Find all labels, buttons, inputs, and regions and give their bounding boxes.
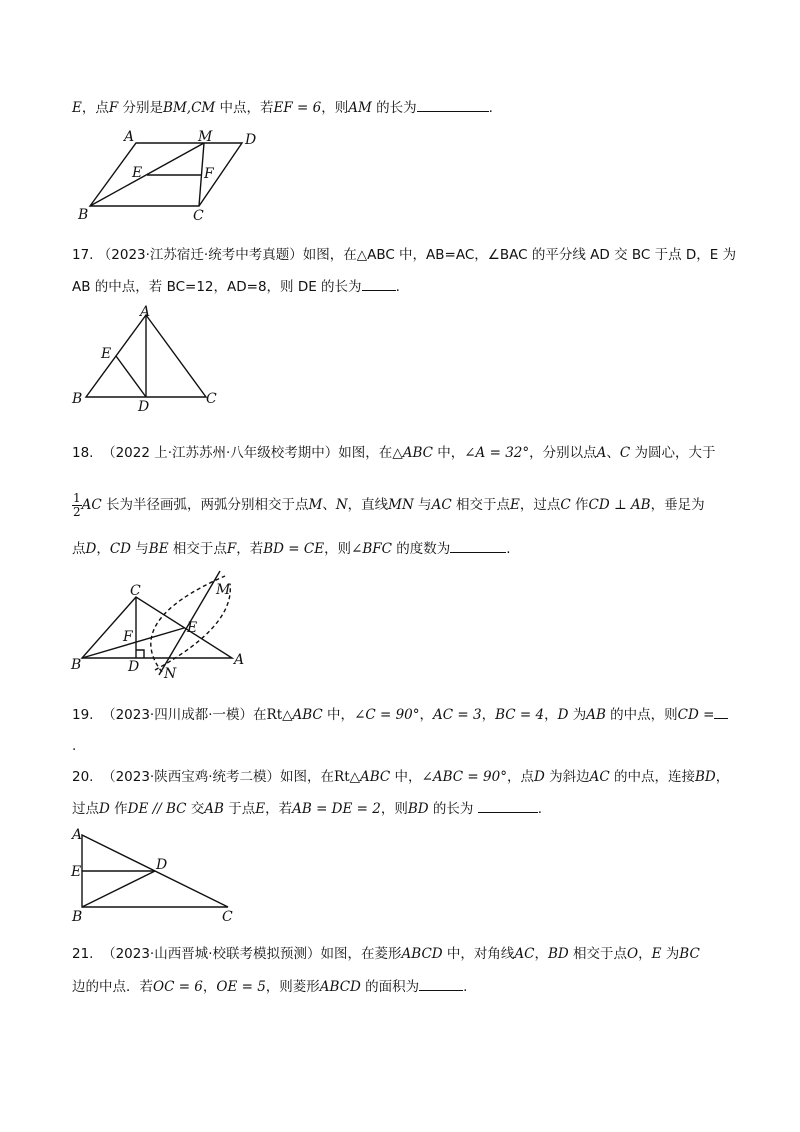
q19-seg-ab: AB <box>586 707 606 723</box>
q19-triangle: △ABC <box>282 707 323 723</box>
q20-angle-abc: ∠ABC = 90° <box>421 769 507 785</box>
q17-line1 <box>72 245 736 265</box>
q17-label-a: A <box>140 304 151 320</box>
q20-label-d: D <box>156 857 168 873</box>
q18-angle-a: ∠A = 32° <box>464 445 530 461</box>
q19-text: 的中点，则 <box>605 707 678 723</box>
q18-text: ，分别以点 <box>529 445 597 461</box>
q21-text: 中，对角线 <box>442 946 515 962</box>
q16-end: . <box>488 100 493 116</box>
q17-line2 <box>72 276 400 297</box>
q21-number: 21. <box>72 946 94 962</box>
q18-triangle-abc <box>82 597 232 658</box>
q20-text: 为斜边 <box>544 769 590 785</box>
q20-text: 交 <box>186 801 205 817</box>
q20-text: 的中点，连接 <box>609 769 695 785</box>
q18-seg-cd: CD <box>109 541 131 557</box>
q20-parallel: DE // BC <box>127 801 187 817</box>
q16-segments: BM,CM <box>163 100 216 116</box>
q20-text: （2023·陕西宝鸡·统考二模）如图，在 <box>102 769 335 785</box>
q19-ac: AC = 3 <box>433 707 482 723</box>
q18-text: ，则 <box>324 541 352 557</box>
q18-label-f: F <box>123 629 133 645</box>
q18-point-e: E <box>510 497 520 513</box>
q21-text: ，则菱形 <box>265 979 320 995</box>
q20-end: . <box>537 801 542 817</box>
q18-end: . <box>506 541 511 557</box>
q21-text: ， <box>202 979 217 995</box>
q18-label-e: E <box>187 620 198 636</box>
q18-figure <box>70 566 250 681</box>
q18-text: 为圆心，大于 <box>630 445 716 461</box>
q18-text: ，垂足为 <box>650 497 705 513</box>
q18-text: 与 <box>130 541 149 557</box>
q21-oc: OC = 6 <box>153 979 203 995</box>
q18-text: 相交于点 <box>168 541 227 557</box>
q17-label-e: E <box>101 346 112 362</box>
q16-label-e: E <box>132 165 143 181</box>
q16-label-a: A <box>124 129 135 145</box>
q20-text: 作 <box>109 801 128 817</box>
q18-text: 点 <box>72 541 86 557</box>
q18-point-f: F <box>226 541 237 557</box>
q17-label-c: C <box>206 391 217 407</box>
q18-seg-ac: AC <box>81 497 102 513</box>
q18-answer-blank[interactable] <box>450 538 506 553</box>
q16-text-part: 分别是 <box>118 100 164 116</box>
q16-label-b: B <box>78 207 89 223</box>
q19-line2 <box>72 736 76 756</box>
q18-text: 、 <box>322 497 336 513</box>
q18-text: 长为半径画弧，两弧分别相交于点 <box>101 497 309 513</box>
q20-label-e: E <box>71 864 82 880</box>
q20-number: 20. <box>72 769 94 785</box>
q19-text: ， <box>544 707 558 723</box>
q18-text: 中， <box>432 445 465 461</box>
q21-text: 边的中点．若 <box>72 979 153 995</box>
q17-text: 17. （2023·江苏宿迁·统考中考真题）如图，在△ABC 中，AB=AC，∠BAC 的平分线 AD 交 BC 于点 D，E 为 <box>72 247 737 263</box>
q18-text: 与 <box>413 497 432 513</box>
q18-label-m: M <box>216 582 231 598</box>
q20-seg-bd: BD <box>694 769 716 785</box>
q19-number: 19. <box>72 707 94 723</box>
q19-ask: CD = <box>677 707 715 723</box>
q16-label-d: D <box>245 132 257 148</box>
q19-text: 为 <box>568 707 587 723</box>
q16-text-part: ，点 <box>81 100 109 116</box>
q21-answer-blank[interactable] <box>419 976 463 991</box>
q19-bc: BC = 4 <box>495 707 545 723</box>
q18-label-d: D <box>128 659 140 675</box>
q18-label-b: B <box>71 657 82 673</box>
q18-fraction-den: 2 <box>73 504 81 519</box>
q20-text: 中， <box>390 769 422 785</box>
q20-seg-bd: BD <box>407 801 429 817</box>
q18-text: 、 <box>606 445 620 461</box>
q17-label-b: B <box>72 391 83 407</box>
q21-seg-bc: BC <box>679 946 700 962</box>
q16-text-part: 的长为 <box>371 100 417 116</box>
q18-text: 相交于点 <box>451 497 510 513</box>
q19-point-d: D <box>557 707 569 723</box>
q19-text: ， <box>481 707 496 723</box>
q18-condition: BD = CE <box>263 541 325 557</box>
q21-text: ， <box>638 946 652 962</box>
q20-point-d: D <box>99 801 110 817</box>
q20-point-d: D <box>533 769 545 785</box>
q18-point-a: A <box>596 445 607 461</box>
q21-end: . <box>463 979 468 995</box>
q21-seg-ac: AC <box>514 946 535 962</box>
q19-text: ， <box>419 707 434 723</box>
q21-point-e: E <box>651 946 662 962</box>
q16-target: AM <box>348 100 372 116</box>
q20-seg-ab: AB <box>204 801 224 817</box>
q18-text: ，过点 <box>519 497 561 513</box>
q18-label-n: N <box>164 666 177 682</box>
q21-rhombus: ABCD <box>401 946 443 962</box>
q17-answer-blank[interactable] <box>362 276 396 291</box>
q21-point-o: O <box>627 946 639 962</box>
q18-point-c: C <box>560 497 571 513</box>
q21-oe: OE = 5 <box>216 979 266 995</box>
q20-line2 <box>72 798 542 819</box>
q20-text: ，则 <box>380 801 408 817</box>
q20-seg-ac: AC <box>589 769 610 785</box>
q18-fraction-half <box>72 492 82 519</box>
q19-angle-c: ∠C = 90° <box>354 707 420 723</box>
q20-label-b: B <box>72 909 83 925</box>
q18-triangle: △ABC <box>392 445 433 461</box>
q16-condition: EF = 6 <box>273 100 322 116</box>
q18-label-a: A <box>234 652 245 668</box>
q20-text: ，点 <box>506 769 534 785</box>
q18-label-c: C <box>130 583 141 599</box>
q18-perpendicular: CD ⊥ AB <box>588 497 651 513</box>
q20-rt: Rt <box>334 769 350 785</box>
q16-point-f: F <box>108 100 119 116</box>
q20-point-e: E <box>255 801 266 817</box>
q21-rhombus: ABCD <box>319 979 361 995</box>
q18-point-c: C <box>619 445 631 461</box>
q21-text: 为 <box>661 946 680 962</box>
q21-text: （2023·山西晋城·校联考模拟预测）如图，在菱形 <box>102 946 402 962</box>
q17-segment-de <box>116 356 146 397</box>
q21-line2 <box>72 976 467 997</box>
q20-text: 过点 <box>72 801 99 817</box>
q18-text: ，若 <box>236 541 264 557</box>
q16-text-part: ，则 <box>321 100 349 116</box>
q18-right-angle-mark <box>136 650 144 658</box>
q20-condition: AB = DE = 2 <box>292 801 381 817</box>
q18-point-n: N <box>335 497 348 513</box>
q20-segment-bd <box>82 871 155 907</box>
q20-text: 的长为 <box>428 801 474 817</box>
q19-rt: Rt <box>266 707 283 723</box>
q19-line1 <box>72 704 728 725</box>
q18-segment-be <box>82 628 184 658</box>
q20-triangle: △ABC <box>349 769 391 785</box>
q18-line1 <box>72 443 716 463</box>
q18-point-m: M <box>308 497 323 513</box>
q21-line1 <box>72 944 700 964</box>
q18-text: （2022 上·江苏苏州·八年级校考期中）如图，在 <box>102 445 393 461</box>
q17-end: . <box>395 279 400 295</box>
q16-point-e: E <box>72 100 82 116</box>
q20-label-a: A <box>72 827 83 843</box>
q20-text: 于点 <box>223 801 256 817</box>
q20-figure <box>70 825 245 925</box>
q18-text: 的度数为 <box>392 541 451 557</box>
q18-line-mn: MN <box>388 497 414 513</box>
q16-text-part: 中点，若 <box>215 100 274 116</box>
q17-label-d: D <box>138 399 150 415</box>
q21-text: ， <box>534 946 548 962</box>
q18-seg-ac: AC <box>431 497 452 513</box>
q16-label-c: C <box>193 208 204 224</box>
q21-text: 的面积为 <box>360 979 420 995</box>
q18-seg-be: BE <box>148 541 169 557</box>
q18-text: 作 <box>570 497 589 513</box>
q20-answer-blank[interactable] <box>478 798 538 813</box>
q20-label-c: C <box>222 909 233 925</box>
q16-label-f: F <box>204 166 214 182</box>
q19-answer-blank[interactable] <box>714 704 728 719</box>
q19-end: . <box>72 738 77 754</box>
q16-text <box>72 97 493 118</box>
q18-point-d: D <box>85 541 97 557</box>
q19-text: （2023·四川成都·一模）在 <box>102 707 267 723</box>
q16-answer-blank[interactable] <box>417 97 489 112</box>
q20-text: ， <box>715 769 730 785</box>
q17-text: AB 的中点，若 BC=12，AD=8，则 DE 的长为 <box>72 279 362 295</box>
q16-label-m: M <box>198 129 213 145</box>
q21-text: 相交于点 <box>568 946 628 962</box>
q20-text: ，若 <box>265 801 293 817</box>
q18-line3 <box>72 538 511 559</box>
q21-seg-bd: BD <box>548 946 569 962</box>
q18-line2 <box>72 490 705 520</box>
q17-figure <box>72 305 232 415</box>
q18-number: 18. <box>72 445 94 461</box>
q16-figure <box>76 130 266 225</box>
q18-angle-bfc: ∠BFC <box>351 541 392 557</box>
q18-text: ， <box>96 541 110 557</box>
q18-text: ，直线 <box>347 497 389 513</box>
q18-fraction-num: 1 <box>73 490 81 505</box>
q19-text: 中， <box>322 707 355 723</box>
q20-line1 <box>72 767 729 787</box>
